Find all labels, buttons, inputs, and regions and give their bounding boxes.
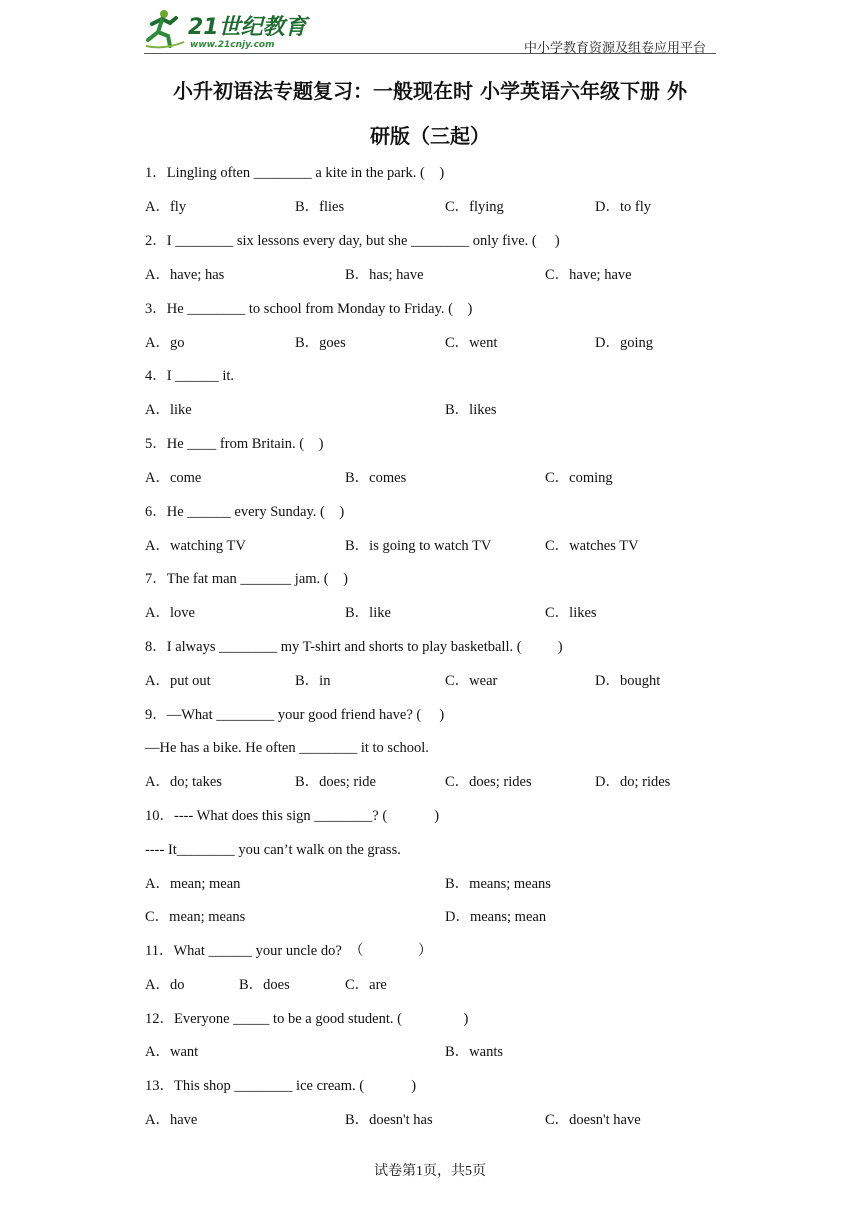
option-c: C．wear [445, 673, 498, 689]
option-b: B．likes [445, 402, 497, 418]
question-stem: 13．This shop ________ ice cream. ( ) [145, 1078, 417, 1094]
page-header [144, 6, 716, 54]
question-stem: 11．What ______ your uncle do? （ ） [145, 943, 433, 959]
question-stem: 9．—What ________ your good friend have? ( ) [145, 707, 445, 723]
option-c: C．likes [545, 605, 597, 621]
question-stem: 6．He ______ every Sunday. ( ) [145, 504, 345, 520]
option-a: A．come [145, 470, 202, 486]
option-d: D．to fly [595, 199, 651, 215]
question-stem: 1．Lingling often ________ a kite in the park. ( ) [145, 165, 445, 181]
question-stem: 10．---- What does this sign ________? ( ) [145, 808, 440, 824]
option-a: A．do [145, 977, 185, 993]
option-c: C．coming [545, 470, 613, 486]
option-d: D．do; rides [595, 774, 671, 790]
option-c: C．went [445, 335, 498, 351]
option-c: C．have; have [545, 267, 632, 283]
option-a: A．love [145, 605, 195, 621]
option-b: B．wants [445, 1044, 503, 1060]
option-a: A．do; takes [145, 774, 222, 790]
option-d: D．means; mean [445, 909, 547, 925]
logo-url: www.21cnjy.com [190, 40, 275, 50]
option-c: C．flying [445, 199, 504, 215]
option-d: D．going [595, 335, 653, 351]
option-a: A．fly [145, 199, 187, 215]
option-c: C．doesn't have [545, 1112, 641, 1128]
option-b: B．is going to watch TV [345, 538, 492, 554]
header-divider [144, 53, 716, 54]
page-title-line-1: 小升初语法专题复习：一般现在时 小学英语六年级下册 外 [173, 79, 687, 103]
option-c: C．watches TV [545, 538, 639, 554]
option-b: B．like [345, 605, 391, 621]
page-footer: 试卷第1页，共5页 [374, 1164, 486, 1179]
question-stem-line-2: ---- It________ you can’t walk on the grass. [145, 842, 401, 858]
option-d: D．bought [595, 673, 661, 689]
option-a: A．have; has [145, 267, 225, 283]
runner-logo-icon [144, 6, 314, 52]
option-a: A．put out [145, 673, 211, 689]
question-stem-line-2: —He has a bike. He often ________ it to school. [145, 740, 429, 756]
option-b: B．does; ride [295, 774, 376, 790]
option-c: C．mean; means [145, 909, 246, 925]
question-stem: 8．I always ________ my T-shirt and shorts to play basketball. ( ) [145, 639, 563, 655]
option-b: B．does [239, 977, 290, 993]
option-b: B．goes [295, 335, 346, 351]
option-b: B．flies [295, 199, 345, 215]
option-a: A．like [145, 402, 192, 418]
question-stem: 5．He ____ from Britain. ( ) [145, 436, 324, 452]
option-a: A．watching TV [145, 538, 246, 554]
option-b: B．doesn't has [345, 1112, 433, 1128]
question-stem: 7．The fat man _______ jam. ( ) [145, 571, 348, 587]
option-a: A．want [145, 1044, 199, 1060]
option-a: A．have [145, 1112, 198, 1128]
option-b: B．has; have [345, 267, 424, 283]
option-c: C．are [345, 977, 387, 993]
question-stem: 3．He ________ to school from Monday to Friday. ( ) [145, 301, 473, 317]
option-c: C．does; rides [445, 774, 532, 790]
page-title-line-2: 研版（三起） [370, 124, 490, 148]
option-a: A．mean; mean [145, 876, 241, 892]
question-stem: 4．I ______ it. [145, 368, 235, 384]
question-stem: 12．Everyone _____ to be a good student. ( ) [145, 1011, 469, 1027]
platform-name: 中小学教育资源及组卷应用平台 [523, 41, 706, 56]
option-b: B．in [295, 673, 331, 689]
question-stem: 2．I ________ six lessons every day, but she ________ only five. ( ) [145, 233, 560, 249]
logo-text: 21世纪教育 [188, 15, 307, 40]
option-b: B．means; means [445, 876, 551, 892]
brand-logo [144, 6, 314, 52]
option-b: B．comes [345, 470, 407, 486]
option-a: A．go [145, 335, 185, 351]
